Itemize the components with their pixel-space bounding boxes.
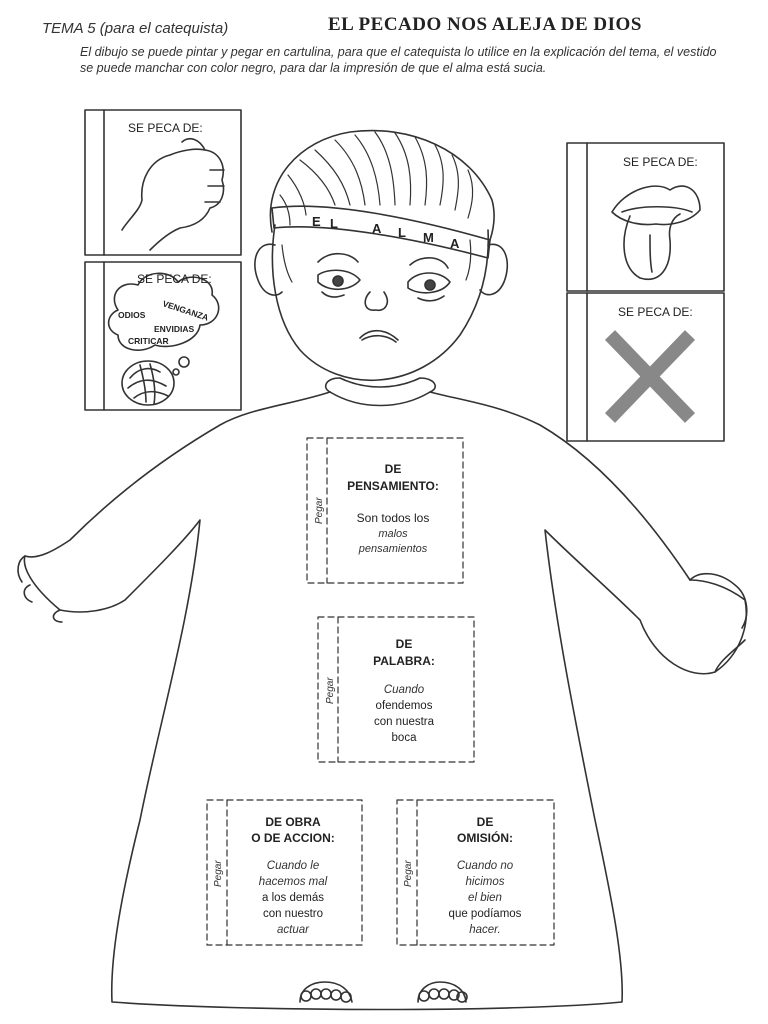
card-body-line: el bien [468, 892, 502, 904]
headband-letter: M [423, 230, 434, 245]
card-body-line: hicimos [465, 876, 505, 888]
card-body-line: hacer. [469, 924, 501, 936]
panel-label: SE PECA DE: [137, 272, 212, 286]
card-title-line: O DE ACCION: [251, 831, 335, 845]
headband-letter: E [312, 214, 321, 229]
card-paste-label: Pegar [213, 860, 224, 887]
card-body-line: que podíamos [448, 908, 522, 920]
sad-face [318, 254, 450, 342]
card-body-line: ofendemos [375, 700, 433, 712]
card-title-line: DE [395, 637, 413, 651]
card-body-line: con nuestra [373, 716, 435, 728]
right-hand [690, 574, 747, 672]
cloud-word: ENVIDIAS [154, 324, 195, 334]
card-body-line: boca [391, 732, 417, 744]
card-body-line: hacemos mal [258, 876, 328, 888]
headband-letter: L [398, 225, 406, 240]
headband-letter: L [330, 216, 338, 231]
card-paste-label: Pegar [325, 677, 336, 704]
card-body-line: Cuando no [456, 860, 514, 872]
panel-label: SE PECA DE: [623, 155, 698, 169]
card-body-line: Son todos los [356, 511, 430, 525]
card-paste-label: Pegar [314, 497, 325, 524]
card-title-line: PENSAMIENTO: [347, 479, 439, 493]
card-title-line: DE OBRA [265, 815, 321, 829]
hair [270, 131, 494, 240]
cloud-word: CRITICAR [128, 336, 169, 346]
feet [300, 982, 467, 1002]
robe-collar [326, 378, 436, 406]
card-title-line: PALABRA: [373, 654, 435, 668]
card-body-line: a los demás [261, 892, 325, 904]
cloud-word: VENGANZA [161, 298, 210, 323]
intro-text: El dibujo se puede pintar y pegar en cartulina, para que el catequista lo utilice en la explicación del tema, el vestido se puede manchar con color negro, para dar la impresión de que el alma está sucia. [80, 45, 717, 75]
cloud-word: ODIOS [118, 310, 146, 320]
headband-letter: A [450, 236, 460, 251]
card-body-line: pensamientos [358, 543, 428, 555]
hair-strands [280, 132, 473, 282]
tema-label: TEMA 5 (para el catequista) [42, 20, 229, 37]
card-title-line: DE [476, 815, 494, 829]
card-title-line: DE [384, 462, 402, 476]
card-paste-label: Pegar [403, 860, 414, 887]
card-body-line: Cuando [383, 684, 425, 696]
card-body-line: actuar [277, 924, 309, 936]
card-body-line: Cuando le [266, 860, 320, 872]
card-body-line: malos [378, 528, 408, 540]
right-ear [480, 244, 507, 294]
card-title-line: OMISIÓN: [457, 831, 513, 845]
panel-label: SE PECA DE: [128, 121, 203, 135]
panel-label: SE PECA DE: [618, 305, 693, 319]
headband-letter: A [372, 221, 382, 236]
left-ear [255, 244, 282, 295]
x-mark-icon [610, 335, 690, 418]
card-body-line: con nuestro [262, 908, 324, 920]
page-title: EL PECADO NOS ALEJA DE DIOS [328, 14, 642, 35]
